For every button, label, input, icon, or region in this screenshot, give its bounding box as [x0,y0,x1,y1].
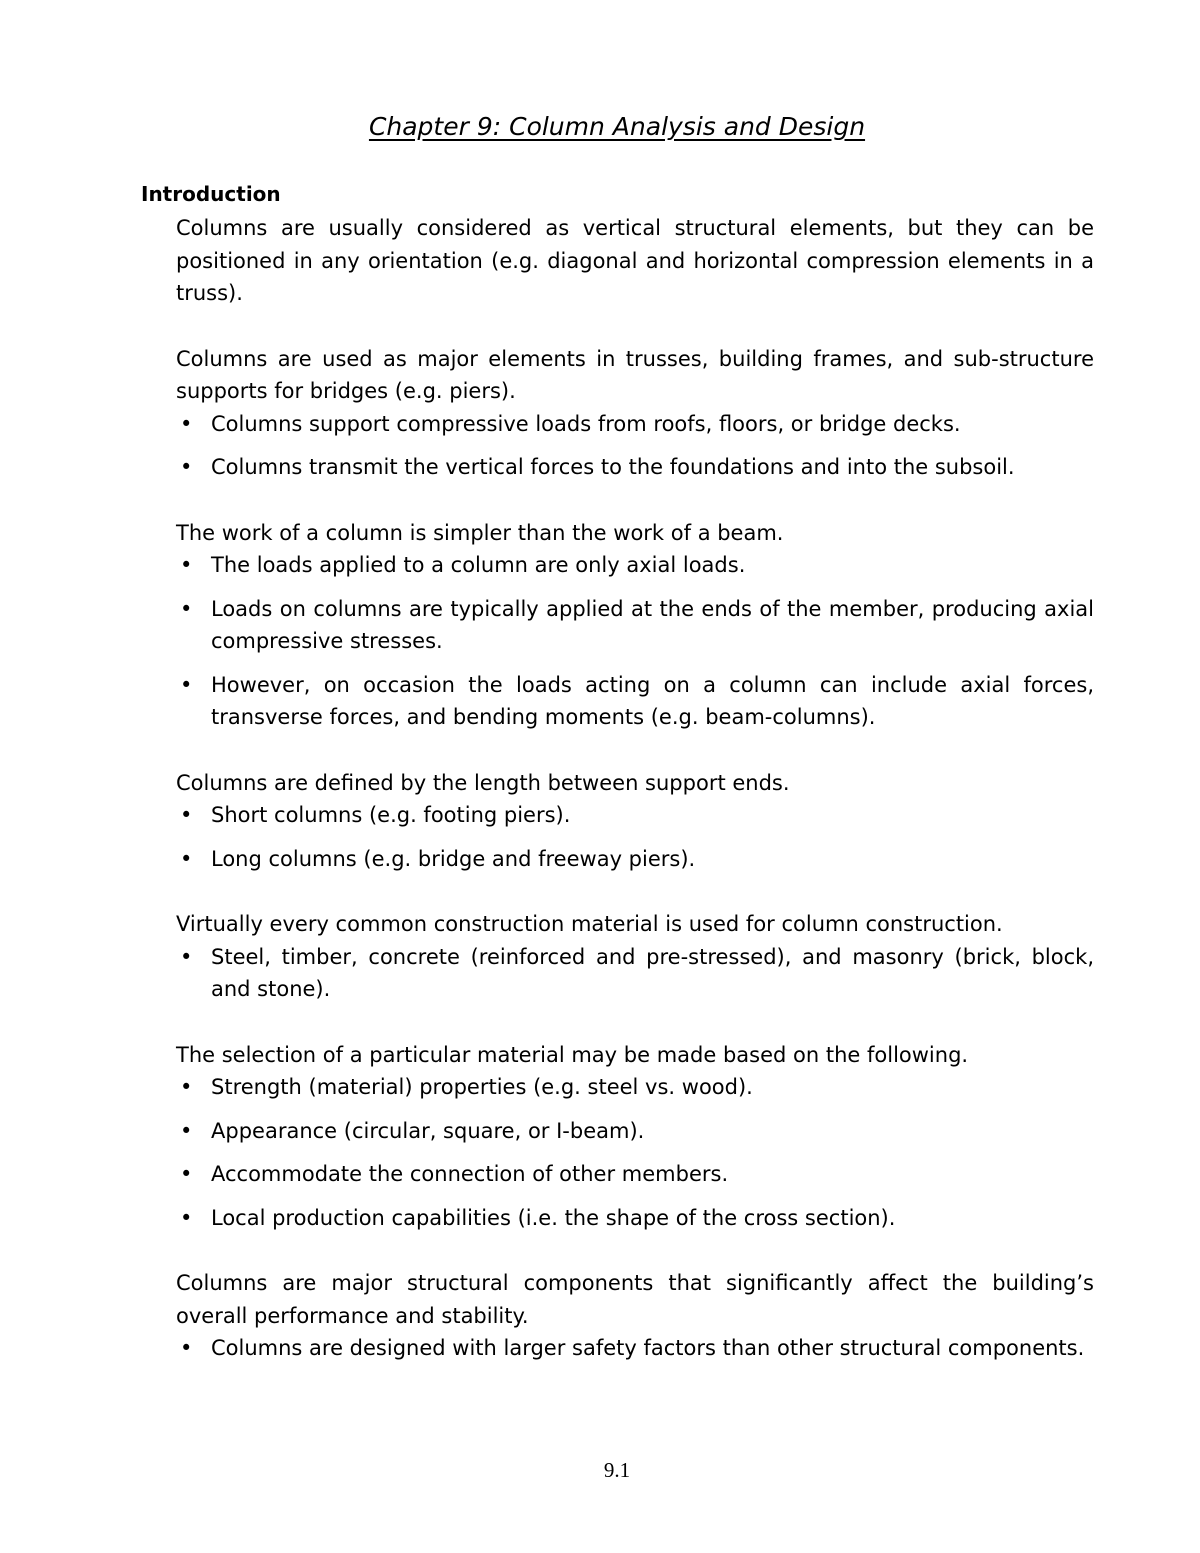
bullet-text: Steel, timber, concrete (reinforced and pre-stressed), and masonry (brick, block, and stone). [211,944,1094,1001]
bullet-item [176,843,1094,876]
paragraph-block-5 [176,908,1094,1006]
bullet-item [176,593,1094,658]
bullet-icon: • [180,672,193,697]
bullet-icon: • [180,846,193,871]
section-heading: Introduction [141,182,281,206]
bullet-icon: • [180,1075,193,1099]
bullet-icon: • [180,944,193,969]
bullet-text: Columns are designed with larger safety factors than other structural components. [211,1336,1085,1360]
paragraph-block-3 [176,517,1094,734]
page-number: 9.1 [603,1458,631,1482]
bullet-icon: • [180,803,193,827]
bullet-icon: • [180,1205,193,1230]
bullet-item [176,408,1094,441]
bullet-item [176,451,1094,484]
bullet-list [176,408,1094,484]
paragraph-text: The work of a column is simpler than the work of a beam. [176,520,784,545]
bullet-icon: • [180,1336,193,1360]
bullet-item [176,1115,1094,1148]
bullet-icon: • [180,553,193,577]
bullet-text: Strength (material) properties (e.g. steel vs. wood). [211,1075,753,1099]
bullet-text: Local production capabilities (i.e. the shape of the cross section). [211,1205,896,1230]
bullet-item [176,799,1094,832]
paragraph-block-6 [176,1039,1094,1235]
bullet-text: Short columns (e.g. footing piers). [211,803,571,827]
document-body [176,212,1094,1398]
paragraph-text: Columns are usually considered as vertical structural elements, but they can be positioned in any orientation (e.g. diagonal and horizontal compression elements in a truss). [176,216,1094,305]
bullet-list [176,1071,1094,1234]
bullet-text: Appearance (circular, square, or I-beam). [211,1118,645,1143]
chapter-title: Chapter 9: Column Analysis and Design [368,112,866,141]
bullet-icon: • [180,596,193,621]
bullet-item [176,1071,1094,1104]
paragraph-block-7 [176,1267,1094,1365]
bullet-item [176,1202,1094,1235]
paragraph-block-1 [176,212,1094,310]
paragraph-text: The selection of a particular material may be made based on the following. [176,1042,969,1067]
bullet-list [176,549,1094,734]
bullet-list [176,941,1094,1006]
bullet-list [176,1332,1094,1365]
paragraph-text: Columns are used as major elements in trusses, building frames, and sub-structure supports for bridges (e.g. piers). [176,346,1094,403]
bullet-text: Loads on columns are typically applied at the ends of the member, producing axial compressive stresses. [211,596,1094,653]
bullet-list [176,799,1094,875]
paragraph-text: Columns are defined by the length between support ends. [176,770,790,795]
bullet-item [176,549,1094,582]
bullet-text: Long columns (e.g. bridge and freeway piers). [211,846,696,871]
bullet-item [176,1158,1094,1191]
bullet-icon: • [180,1162,193,1186]
bullet-icon: • [180,455,193,479]
bullet-text: Accommodate the connection of other members. [211,1162,729,1186]
bullet-item [176,941,1094,1006]
bullet-icon: • [180,1118,193,1143]
paragraph-text: Virtually every common construction material is used for column construction. [176,912,1003,936]
bullet-text: Columns transmit the vertical forces to the foundations and into the subsoil. [211,455,1015,479]
paragraph-block-4 [176,767,1094,876]
bullet-text: The loads applied to a column are only axial loads. [211,553,746,577]
bullet-item [176,669,1094,734]
bullet-item [176,1332,1094,1365]
bullet-icon: • [180,411,193,436]
bullet-text: However, on occasion the loads acting on a column can include axial forces, transverse forces, and bending moments (e.g. beam-columns). [211,672,1094,729]
paragraph-block-2 [176,343,1094,484]
bullet-text: Columns support compressive loads from roofs, floors, or bridge decks. [211,411,961,436]
paragraph-text: Columns are major structural components that significantly affect the building’s overall performance and stability. [176,1271,1094,1328]
